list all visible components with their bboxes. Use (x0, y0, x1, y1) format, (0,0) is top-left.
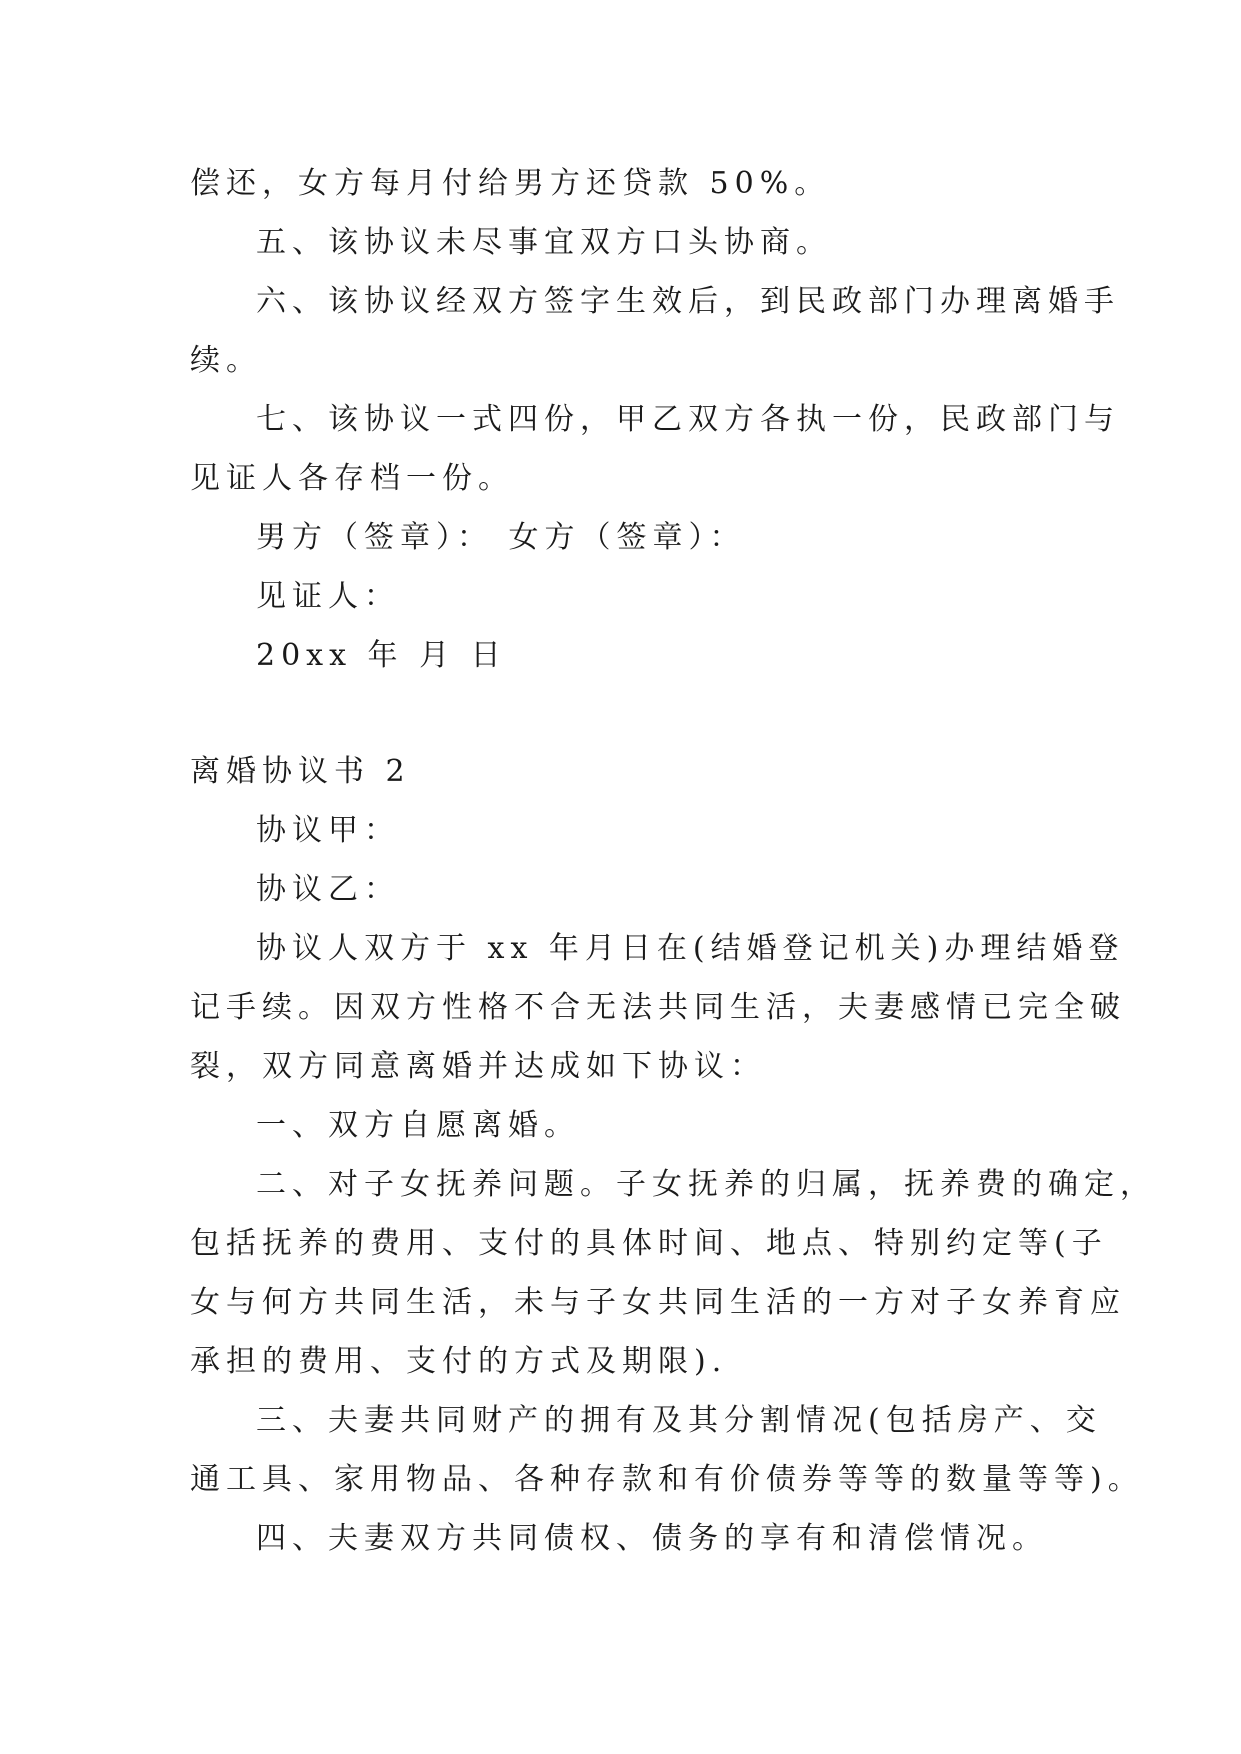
paragraph-line: 七、该协议一式四份，甲乙双方各执一份，民政部门与 (256, 402, 1120, 437)
paragraph-line: 记手续。因双方性格不合无法共同生活，夫妻感情已完全破 (190, 990, 1126, 1025)
party-a-line: 协议甲： (256, 813, 400, 848)
paragraph-line: 协议人双方于 xx 年月日在(结婚登记机关)办理结婚登 (256, 931, 1125, 966)
paragraph-line: 四、夫妻双方共同债权、债务的享有和清偿情况。 (256, 1521, 1048, 1556)
paragraph-line: 通工具、家用物品、各种存款和有价债券等等的数量等等)。 (190, 1462, 1144, 1497)
paragraph-line: 见证人各存档一份。 (190, 461, 514, 496)
paragraph-line: 续。 (190, 343, 262, 378)
paragraph-line: 承担的费用、支付的方式及期限). (190, 1344, 728, 1379)
paragraph-line: 二、对子女抚养问题。子女抚养的归属，抚养费的确定， (256, 1167, 1156, 1202)
paragraph-line: 包括抚养的费用、支付的具体时间、地点、特别约定等(子 (190, 1226, 1108, 1261)
paragraph-line: 三、夫妻共同财产的拥有及其分割情况(包括房产、交 (256, 1403, 1102, 1438)
section-title: 离婚协议书 2 (190, 754, 411, 789)
paragraph-line: 六、该协议经双方签字生效后，到民政部门办理离婚手 (256, 284, 1120, 319)
paragraph-line: 裂，双方同意离婚并达成如下协议： (190, 1049, 766, 1084)
paragraph-line: 五、该协议未尽事宜双方口头协商。 (256, 225, 832, 260)
date-line: 20xx 年 月 日 (256, 638, 507, 673)
signature-line: 男方（签章）： 女方（签章）： (256, 520, 746, 555)
paragraph-line: 偿还，女方每月付给男方还贷款 50%。 (190, 166, 831, 201)
paragraph-line: 女与何方共同生活，未与子女共同生活的一方对子女养育应 (190, 1285, 1126, 1320)
witness-line: 见证人： (256, 579, 400, 614)
party-b-line: 协议乙： (256, 872, 400, 907)
paragraph-line: 一、双方自愿离婚。 (256, 1108, 580, 1143)
